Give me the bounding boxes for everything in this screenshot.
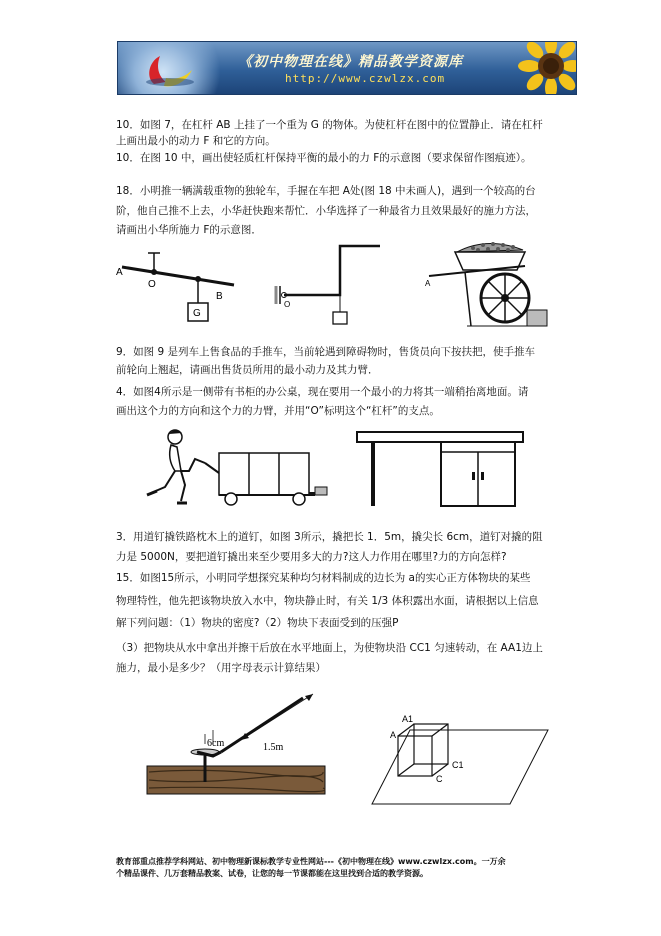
food-cart-figure	[145, 425, 330, 510]
wheelbarrow-figure	[425, 236, 550, 336]
question-10a-line2: 上画出最小的动力 F 和它的方向。	[116, 135, 276, 147]
cube-figure	[370, 710, 550, 810]
site-banner	[117, 41, 577, 95]
crowbar-figure	[145, 690, 345, 800]
lever-label-b: B	[216, 291, 223, 302]
office-desk-figure	[355, 428, 525, 508]
crowbar-label-short: 6cm	[207, 738, 225, 749]
sunflower-icon	[513, 41, 577, 95]
question-18-line3: 请画出小华所施力 F的示意图．	[116, 224, 262, 236]
cube-label-a1: A1	[402, 714, 414, 724]
lever-label-a: A	[116, 267, 123, 278]
lever-label-o: O	[148, 279, 156, 290]
question-15-line3: 解下列问题：（1）物块的密度?（2）物块下表面受到的压强P	[116, 617, 399, 629]
banner-url[interactable]: http://www.czwlzx.com	[285, 72, 446, 85]
lever-label-g: G	[193, 308, 201, 319]
question-15-line2: 物理特性，他先把该物块放入水中，物块静止时，有关 1/3 体积露出水面，请根据以上信息	[116, 595, 539, 607]
bent-lever-label-o: O	[284, 300, 291, 309]
question-10a-line1: 10．如图 7，在杠杆 AB 上挂了一个重为 G 的物体。为使杠杆在图中的位置静止．请在杠杆	[116, 119, 543, 131]
bent-lever-figure	[270, 238, 390, 338]
question-3-line1: 3．用道钉撬铁路枕木上的道钉，如图 3所示，撬把长 1．5m，撬尖长 6cm，道钉对撬的阻	[116, 531, 543, 543]
crowbar-label-long: 1.5m	[263, 742, 284, 753]
question-4-line2: 画出这个力的方向和这个力的力臂，并用“O”标明这个“杠杆”的支点。	[116, 405, 440, 417]
cube-label-c1: C1	[452, 760, 464, 770]
cube-label-a: A	[390, 730, 397, 740]
question-9-line2: 前轮向上翘起，请画出售货员所用的最小动力及其力臂．	[116, 364, 379, 376]
banner-title: 《初中物理在线》精品教学资源库	[238, 54, 463, 70]
footer-line-1: 教育部重点推荐学科网站、初中物理新课标教学专业性网站---《初中物理在线》www.czwlzx.com。一万余	[116, 857, 506, 866]
lever-figure	[112, 245, 242, 325]
question-18-line2: 阶，他自己推不上去，小华赶快跑来帮忙．小华选择了一种最省力且效果最好的施力方法，	[116, 205, 536, 217]
question-10b: 10．在图 10 中，画出使轻质杠杆保持平衡的最小的力 F的示意图（要求保留作图痕迹）。	[116, 152, 532, 164]
wheelbarrow-label-a: A	[425, 279, 431, 288]
question-4-line1: 4．如图4所示是一侧带有书柜的办公桌，现在要用一个最小的力将其一端稍抬离地面。请	[116, 386, 529, 398]
question-9-line1: 9．如图 9 是列车上售食品的手推车，当前轮遇到障碍物时，售货员向下按扶把，使手推车	[116, 346, 536, 358]
question-18-line1: 18．小明推一辆满载重物的独轮车，手握在车把 A处(图 18 中未画人)，遇到一个较高的台	[116, 185, 536, 197]
footer-line-2: 个精品课件、几万套精品教案、试卷，让您的每一节课都能在这里找到合适的教学资源。	[116, 869, 428, 878]
cube-label-c: C	[436, 774, 443, 784]
site-logo-icon	[140, 48, 200, 90]
question-15-line1: 15．如图15所示，小明同学想探究某种均匀材料制成的边长为 a的实心正方体物块的某些	[116, 572, 531, 584]
footer-note	[116, 856, 506, 880]
question-3-line2: 力是 5000N，要把道钉撬出来至少要用多大的力?这人力作用在哪里?力的方向怎样?	[116, 551, 507, 563]
question-15-line5: 施力，最小是多少？（用字母表示计算结果）	[116, 662, 326, 674]
question-15-line4: （3）把物块从水中拿出并擦干后放在水平地面上，为使物块沿 CC1 匀速转动，在 AA1边上	[116, 642, 543, 654]
